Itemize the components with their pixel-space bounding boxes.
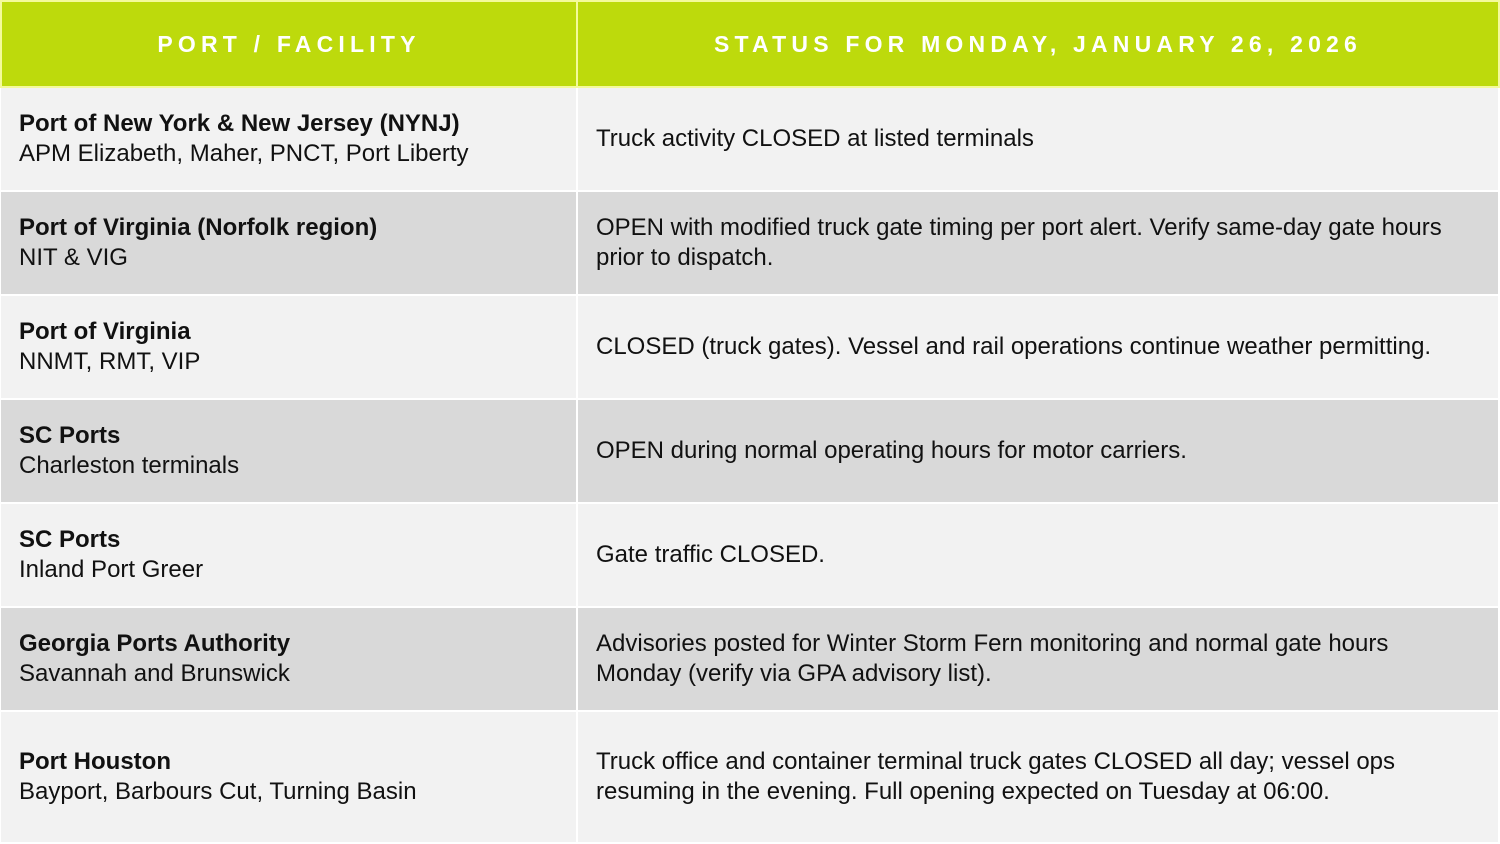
table-row-status-cell — [578, 608, 1500, 712]
port-facilities: Charleston terminals — [19, 452, 240, 479]
header-port-facility-label: PORT / FACILITY — [157, 30, 421, 57]
status-text: CLOSED (truck gates). Vessel and rail operations continue weather permitting. — [596, 333, 1432, 360]
status-text: Gate traffic CLOSED. — [596, 541, 825, 568]
table-row-port-cell — [0, 608, 578, 712]
port-name: SC Ports — [19, 526, 121, 553]
port-facilities: APM Elizabeth, Maher, PNCT, Port Liberty — [19, 140, 469, 167]
port-facilities: Inland Port Greer — [19, 556, 204, 583]
port-facilities: Bayport, Barbours Cut, Turning Basin — [19, 778, 417, 805]
port-name: Port of New York & New Jersey (NYNJ) — [19, 110, 460, 137]
port-name: SC Ports — [19, 422, 121, 449]
status-text: Advisories posted for Winter Storm Fern monitoring and normal gate hours Monday (verify via GPA advisory list). — [596, 630, 1389, 687]
table-row-port-cell — [0, 296, 578, 400]
table-row-status-cell — [578, 712, 1500, 844]
status-text: OPEN with modified truck gate timing per port alert. Verify same-day gate hours prior to dispatch. — [596, 214, 1442, 271]
port-name: Georgia Ports Authority — [19, 630, 291, 657]
header-port-facility — [0, 0, 578, 88]
table-row-port-cell — [0, 400, 578, 504]
status-text: Truck activity CLOSED at listed terminals — [596, 125, 1034, 152]
table-row-status-cell — [578, 88, 1500, 192]
table-row-status-cell — [578, 296, 1500, 400]
port-name: Port of Virginia (Norfolk region) — [19, 214, 378, 241]
port-facilities: NIT & VIG — [19, 244, 128, 271]
port-facilities: Savannah and Brunswick — [19, 660, 290, 687]
table-row-port-cell — [0, 192, 578, 296]
status-text: Truck office and container terminal truck gates CLOSED all day; vessel ops resuming in the evening. Full opening expected on Tuesday at 06:00. — [596, 748, 1396, 805]
table-row-port-cell — [0, 712, 578, 844]
table-row-status-cell — [578, 400, 1500, 504]
port-name: Port Houston — [19, 748, 171, 775]
header-status — [578, 0, 1500, 88]
status-text: OPEN during normal operating hours for motor carriers. — [596, 437, 1187, 464]
table-row-status-cell — [578, 504, 1500, 608]
port-facilities: NNMT, RMT, VIP — [19, 348, 201, 375]
table-row-port-cell — [0, 88, 578, 192]
port-name: Port of Virginia — [19, 318, 191, 345]
table-row-status-cell — [578, 192, 1500, 296]
header-status-label: STATUS FOR MONDAY, JANUARY 26, 2026 — [713, 30, 1363, 57]
table-row-port-cell — [0, 504, 578, 608]
